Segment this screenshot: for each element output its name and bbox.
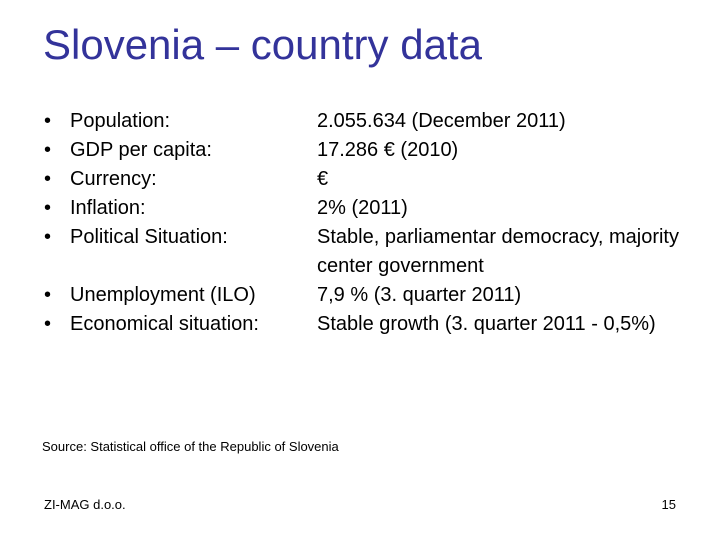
inflation-label: Inflation: — [70, 197, 146, 219]
currency-value: € — [317, 168, 329, 190]
inflation-value: 2% (2011) — [317, 197, 408, 219]
population-value: 2.055.634 (December 2011) — [317, 110, 566, 132]
country-data-list — [44, 107, 704, 339]
list-item — [44, 223, 704, 281]
bullet-marker: • — [44, 313, 52, 335]
list-item — [44, 136, 704, 165]
list-item — [44, 281, 704, 310]
footer-company: ZI-MAG d.o.o. — [44, 497, 126, 512]
bullet-marker: • — [44, 284, 52, 306]
currency-label: Currency: — [70, 168, 157, 190]
bullet-marker: • — [44, 226, 52, 248]
political-situation-value: Stable, parliamentar democracy, majority center government — [317, 226, 679, 277]
population-label: Population: — [70, 110, 171, 132]
list-item — [44, 107, 704, 136]
list-item — [44, 310, 704, 339]
slide-title: Slovenia – country data — [43, 21, 482, 68]
bullet-marker: • — [44, 168, 52, 190]
unemployment-value: 7,9 % (3. quarter 2011) — [317, 284, 522, 306]
bullet-marker: • — [44, 139, 52, 161]
economical-situation-value: Stable growth (3. quarter 2011 - 0,5%) — [317, 313, 656, 335]
source-note: Source: Statistical office of the Republic of Slovenia — [42, 439, 339, 454]
bullet-marker: • — [44, 110, 52, 132]
bullet-marker: • — [44, 197, 52, 219]
unemployment-label: Unemployment (ILO) — [70, 284, 256, 306]
gdp-label: GDP per capita: — [70, 139, 212, 161]
gdp-value: 17.286 € (2010) — [317, 139, 459, 161]
political-situation-label: Political Situation: — [70, 226, 228, 248]
page-number: 15 — [661, 497, 676, 512]
list-item — [44, 165, 704, 194]
economical-situation-label: Economical situation: — [70, 313, 259, 335]
list-item — [44, 194, 704, 223]
